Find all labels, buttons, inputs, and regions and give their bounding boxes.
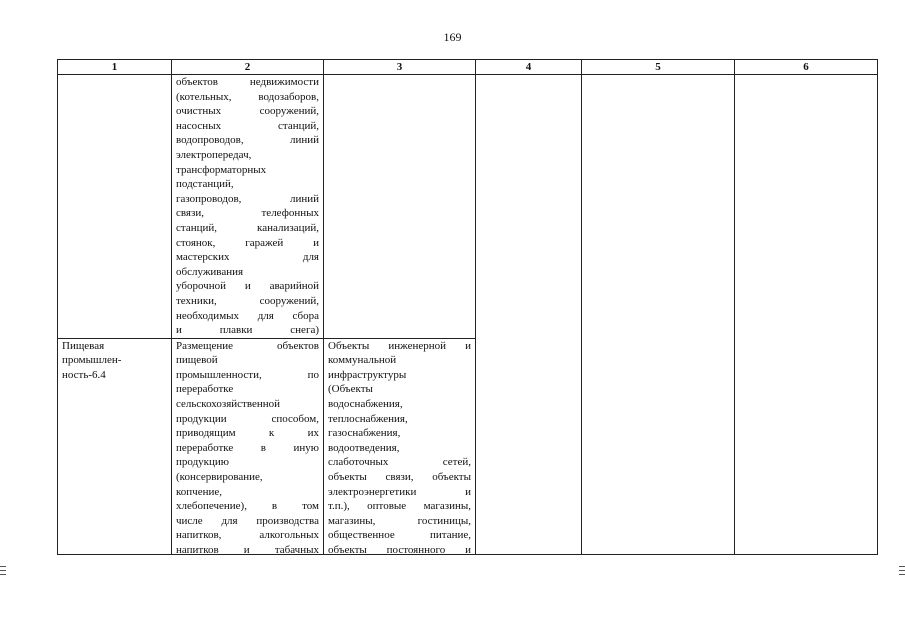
text-line: теплоснабжения, <box>328 412 408 425</box>
text-line: стоянок, гаражей и <box>176 236 319 249</box>
text-line: коммунальной <box>328 354 397 367</box>
text-line: (консервирование, <box>176 471 263 484</box>
text-line: и плавки снега) <box>176 324 319 337</box>
text-line: водоснабжения, <box>328 398 403 411</box>
header-col-5: 5 <box>582 60 735 75</box>
text-line: продукции способом, <box>176 412 319 425</box>
text-line: объектов недвижимости <box>176 76 319 88</box>
text-line: (Объекты <box>328 383 373 396</box>
text-line: копчение, <box>176 485 222 498</box>
text-line: хлебопечение), в том <box>176 500 319 513</box>
text-line: объекты постоянного и <box>328 544 471 554</box>
right-edge-marks <box>899 566 905 578</box>
text-line: промышленности, по <box>176 368 319 381</box>
text-line: сельскохозяйственной <box>176 398 281 411</box>
row2-col2-text <box>176 339 319 554</box>
text-line: уборочной и аварийной <box>176 280 319 293</box>
text-line: приводящим к их <box>176 427 319 440</box>
text-line: общественное питание, <box>328 529 471 542</box>
text-line: инфраструктуры <box>328 368 407 381</box>
row1-col2-text <box>176 75 319 338</box>
text-line: техники, сооружений, <box>176 294 319 307</box>
text-line: Пищевая <box>62 339 105 352</box>
header-col-3: 3 <box>324 60 476 75</box>
text-line: газоснабжения, <box>328 427 401 440</box>
text-line: трансформаторных <box>176 163 267 176</box>
row2-col1-cell <box>58 338 172 554</box>
text-line: станций, канализаций, <box>176 221 319 234</box>
text-line: слаботочных сетей, <box>328 456 471 469</box>
text-line: промышлен- <box>62 354 122 367</box>
row2-col3-text <box>328 339 471 554</box>
header-row <box>58 60 878 75</box>
text-line: электроэнергетики и <box>328 485 471 498</box>
text-line: подстанций, <box>176 178 234 191</box>
row2-col1-text <box>62 339 167 383</box>
col4-cell <box>476 75 582 555</box>
header-col-2: 2 <box>172 60 324 75</box>
text-line: Размещение объектов <box>176 339 319 352</box>
text-line: объекты связи, объекты <box>328 471 471 484</box>
text-line: электропередач, <box>176 148 252 161</box>
text-line: водоотведения, <box>328 441 400 454</box>
text-line: (котельных, водозаборов, <box>176 90 319 103</box>
row2-col3-cell <box>324 338 476 554</box>
header-col-4: 4 <box>476 60 582 75</box>
text-line: напитков и табачных <box>176 544 319 554</box>
text-line: переработке <box>176 383 234 396</box>
text-line: очистных сооружений, <box>176 105 319 118</box>
text-line: газопроводов, линий <box>176 192 319 205</box>
text-line: насосных станций, <box>176 119 319 132</box>
regulation-table <box>57 59 878 555</box>
text-line: т.п.), оптовые магазины, <box>328 500 471 513</box>
text-line: пищевой <box>176 354 218 367</box>
text-line: числе для производства <box>176 514 319 527</box>
text-line: водопроводов, линий <box>176 134 319 147</box>
text-line: ность-6.4 <box>62 368 106 381</box>
row1-col1-cell <box>58 75 172 339</box>
text-line: Объекты инженерной и <box>328 339 471 352</box>
text-line: продукцию <box>176 456 230 469</box>
header-col-6: 6 <box>735 60 878 75</box>
text-line: необходимых для сбора <box>176 309 319 322</box>
text-line: связи, телефонных <box>176 207 319 220</box>
col5-cell <box>582 75 735 555</box>
row1-col2-cell <box>172 75 324 339</box>
table-row <box>58 75 878 339</box>
row1-col3-cell <box>324 75 476 339</box>
text-line: напитков, алкогольных <box>176 529 319 542</box>
text-line: магазины, гостиницы, <box>328 514 471 527</box>
text-line: переработке в иную <box>176 441 319 454</box>
page-number: 169 <box>443 30 462 44</box>
header-col-1: 1 <box>58 60 172 75</box>
text-line: обслуживания <box>176 265 244 278</box>
left-edge-marks <box>0 566 6 578</box>
row2-col2-cell <box>172 338 324 554</box>
col6-cell <box>735 75 878 555</box>
text-line: мастерских для <box>176 251 319 264</box>
